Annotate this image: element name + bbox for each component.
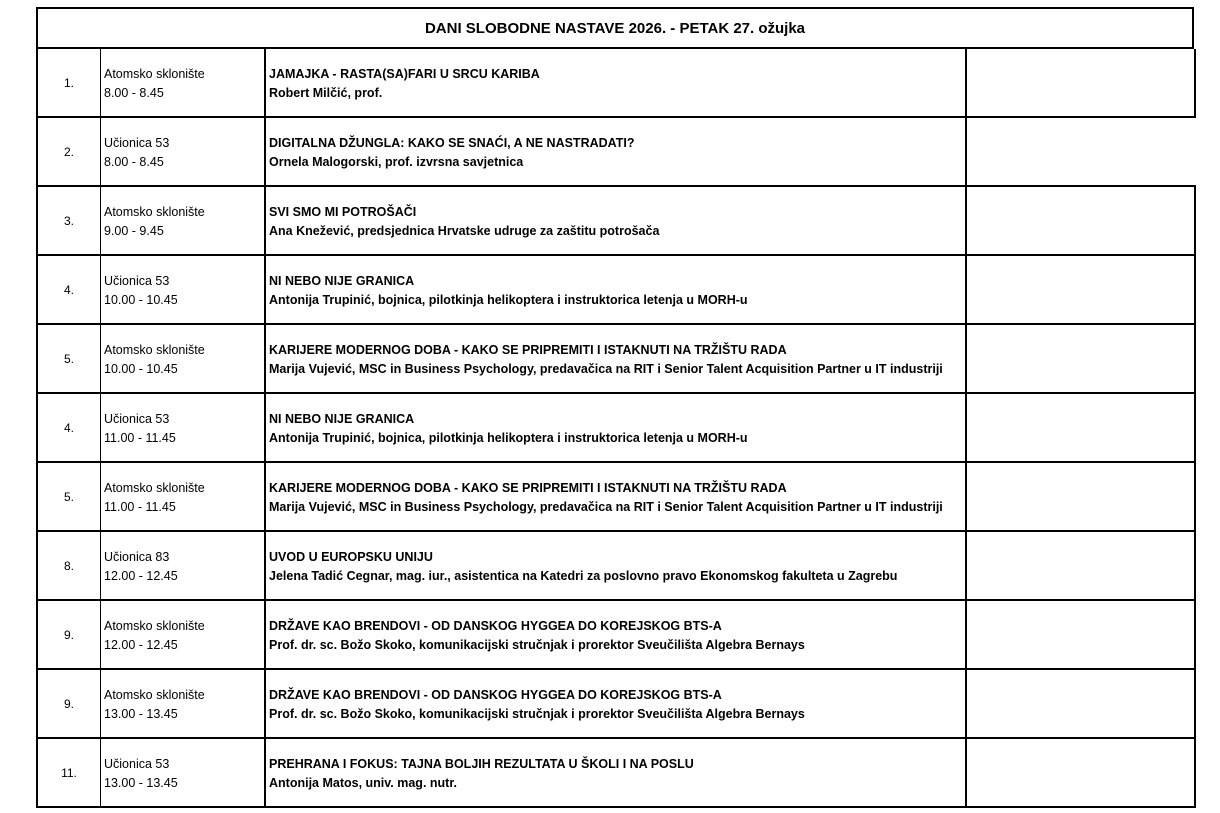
room-cell bbox=[100, 256, 264, 325]
topic-cell bbox=[264, 394, 965, 463]
empty-cell bbox=[965, 187, 1196, 256]
presenter: Marija Vujević, MSC in Business Psychology, predavačica na RIT i Senior Talent Acquisition Partner u IT industriji bbox=[269, 500, 943, 514]
row-number: 8. bbox=[36, 532, 100, 601]
presenter: Antonija Trupinić, bojnica, pilotkinja helikoptera i instruktorica letenja u MORH-u bbox=[269, 293, 748, 307]
time-slot: 8.00 - 8.45 bbox=[104, 86, 164, 100]
time-slot: 10.00 - 10.45 bbox=[104, 362, 178, 376]
room-cell bbox=[100, 394, 264, 463]
room-cell bbox=[100, 187, 264, 256]
time-slot: 13.00 - 13.45 bbox=[104, 707, 178, 721]
room-name: Učionica 83 bbox=[104, 550, 170, 564]
empty-cell bbox=[965, 532, 1196, 601]
empty-cell bbox=[965, 670, 1196, 739]
lecture-title: DIGITALNA DŽUNGLA: KAKO SE SNAĆI, A NE NASTRADATI? bbox=[269, 136, 635, 150]
room-cell bbox=[100, 118, 264, 187]
lecture-title: NI NEBO NIJE GRANICA bbox=[269, 412, 415, 426]
empty-cell bbox=[965, 325, 1196, 394]
empty-cell bbox=[965, 601, 1196, 670]
room-cell bbox=[100, 325, 264, 394]
row-number: 5. bbox=[36, 463, 100, 532]
lecture-title: KARIJERE MODERNOG DOBA - KAKO SE PRIPREMITI I ISTAKNUTI NA TRŽIŠTU RADA bbox=[269, 343, 787, 357]
room-name: Atomsko sklonište bbox=[104, 67, 205, 81]
topic-cell bbox=[264, 256, 965, 325]
empty-cell bbox=[965, 118, 1196, 187]
time-slot: 10.00 - 10.45 bbox=[104, 293, 178, 307]
topic-cell bbox=[264, 187, 965, 256]
row-number: 5. bbox=[36, 325, 100, 394]
room-name: Učionica 53 bbox=[104, 136, 170, 150]
presenter: Prof. dr. sc. Božo Skoko, komunikacijski stručnjak i prorektor Sveučilišta Algebra Bernays bbox=[269, 638, 805, 652]
topic-cell bbox=[264, 532, 965, 601]
room-name: Atomsko sklonište bbox=[104, 481, 205, 495]
room-cell bbox=[100, 670, 264, 739]
presenter: Jelena Tadić Cegnar, mag. iur., asistentica na Katedri za poslovno pravo Ekonomskog fakulteta u Zagrebu bbox=[269, 569, 898, 583]
time-slot: 11.00 - 11.45 bbox=[104, 431, 176, 445]
room-name: Učionica 53 bbox=[104, 274, 170, 288]
room-cell bbox=[100, 532, 264, 601]
row-number: 3. bbox=[36, 187, 100, 256]
room-name: Atomsko sklonište bbox=[104, 343, 205, 357]
empty-cell bbox=[965, 739, 1196, 808]
room-cell bbox=[100, 601, 264, 670]
row-number: 9. bbox=[36, 601, 100, 670]
room-name: Atomsko sklonište bbox=[104, 619, 205, 633]
lecture-title: KARIJERE MODERNOG DOBA - KAKO SE PRIPREMITI I ISTAKNUTI NA TRŽIŠTU RADA bbox=[269, 481, 787, 495]
topic-cell bbox=[264, 118, 965, 187]
topic-cell bbox=[264, 670, 965, 739]
empty-cell bbox=[965, 256, 1196, 325]
presenter: Ornela Malogorski, prof. izvrsna savjetnica bbox=[269, 155, 524, 169]
time-slot: 13.00 - 13.45 bbox=[104, 776, 178, 790]
lecture-title: NI NEBO NIJE GRANICA bbox=[269, 274, 415, 288]
lecture-title: PREHRANA I FOKUS: TAJNA BOLJIH REZULTATA U ŠKOLI I NA POSLU bbox=[269, 757, 694, 771]
row-number: 2. bbox=[36, 118, 100, 187]
room-cell bbox=[100, 49, 264, 118]
room-name: Atomsko sklonište bbox=[104, 205, 205, 219]
room-name: Učionica 53 bbox=[104, 412, 170, 426]
topic-cell bbox=[264, 739, 965, 808]
schedule-title: DANI SLOBODNE NASTAVE 2026. - PETAK 27. ožujka bbox=[36, 7, 1194, 49]
time-slot: 9.00 - 9.45 bbox=[104, 224, 164, 238]
presenter: Robert Milčić, prof. bbox=[269, 86, 383, 100]
time-slot: 12.00 - 12.45 bbox=[104, 569, 178, 583]
lecture-title: DRŽAVE KAO BRENDOVI - OD DANSKOG HYGGEA DO KOREJSKOG BTS-A bbox=[269, 619, 722, 633]
lecture-title: DRŽAVE KAO BRENDOVI - OD DANSKOG HYGGEA DO KOREJSKOG BTS-A bbox=[269, 688, 722, 702]
empty-cell bbox=[965, 463, 1196, 532]
lecture-title: JAMAJKA - RASTA(SA)FARI U SRCU KARIBA bbox=[269, 67, 540, 81]
row-number: 4. bbox=[36, 256, 100, 325]
presenter: Prof. dr. sc. Božo Skoko, komunikacijski stručnjak i prorektor Sveučilišta Algebra Bernays bbox=[269, 707, 805, 721]
presenter: Antonija Matos, univ. mag. nutr. bbox=[269, 776, 457, 790]
topic-cell bbox=[264, 601, 965, 670]
row-number: 1. bbox=[36, 49, 100, 118]
room-cell bbox=[100, 463, 264, 532]
row-number: 9. bbox=[36, 670, 100, 739]
room-cell bbox=[100, 739, 264, 808]
presenter: Ana Knežević, predsjednica Hrvatske udruge za zaštitu potrošača bbox=[269, 224, 660, 238]
empty-cell bbox=[965, 49, 1196, 118]
topic-cell bbox=[264, 463, 965, 532]
time-slot: 12.00 - 12.45 bbox=[104, 638, 178, 652]
row-number: 4. bbox=[36, 394, 100, 463]
time-slot: 8.00 - 8.45 bbox=[104, 155, 164, 169]
presenter: Antonija Trupinić, bojnica, pilotkinja helikoptera i instruktorica letenja u MORH-u bbox=[269, 431, 748, 445]
lecture-title: UVOD U EUROPSKU UNIJU bbox=[269, 550, 433, 564]
row-number: 11. bbox=[36, 739, 100, 808]
topic-cell bbox=[264, 49, 965, 118]
time-slot: 11.00 - 11.45 bbox=[104, 500, 176, 514]
topic-cell bbox=[264, 325, 965, 394]
room-name: Atomsko sklonište bbox=[104, 688, 205, 702]
lecture-title: SVI SMO MI POTROŠAČI bbox=[269, 205, 417, 219]
empty-cell bbox=[965, 394, 1196, 463]
room-name: Učionica 53 bbox=[104, 757, 170, 771]
presenter: Marija Vujević, MSC in Business Psychology, predavačica na RIT i Senior Talent Acquisition Partner u IT industriji bbox=[269, 362, 943, 376]
